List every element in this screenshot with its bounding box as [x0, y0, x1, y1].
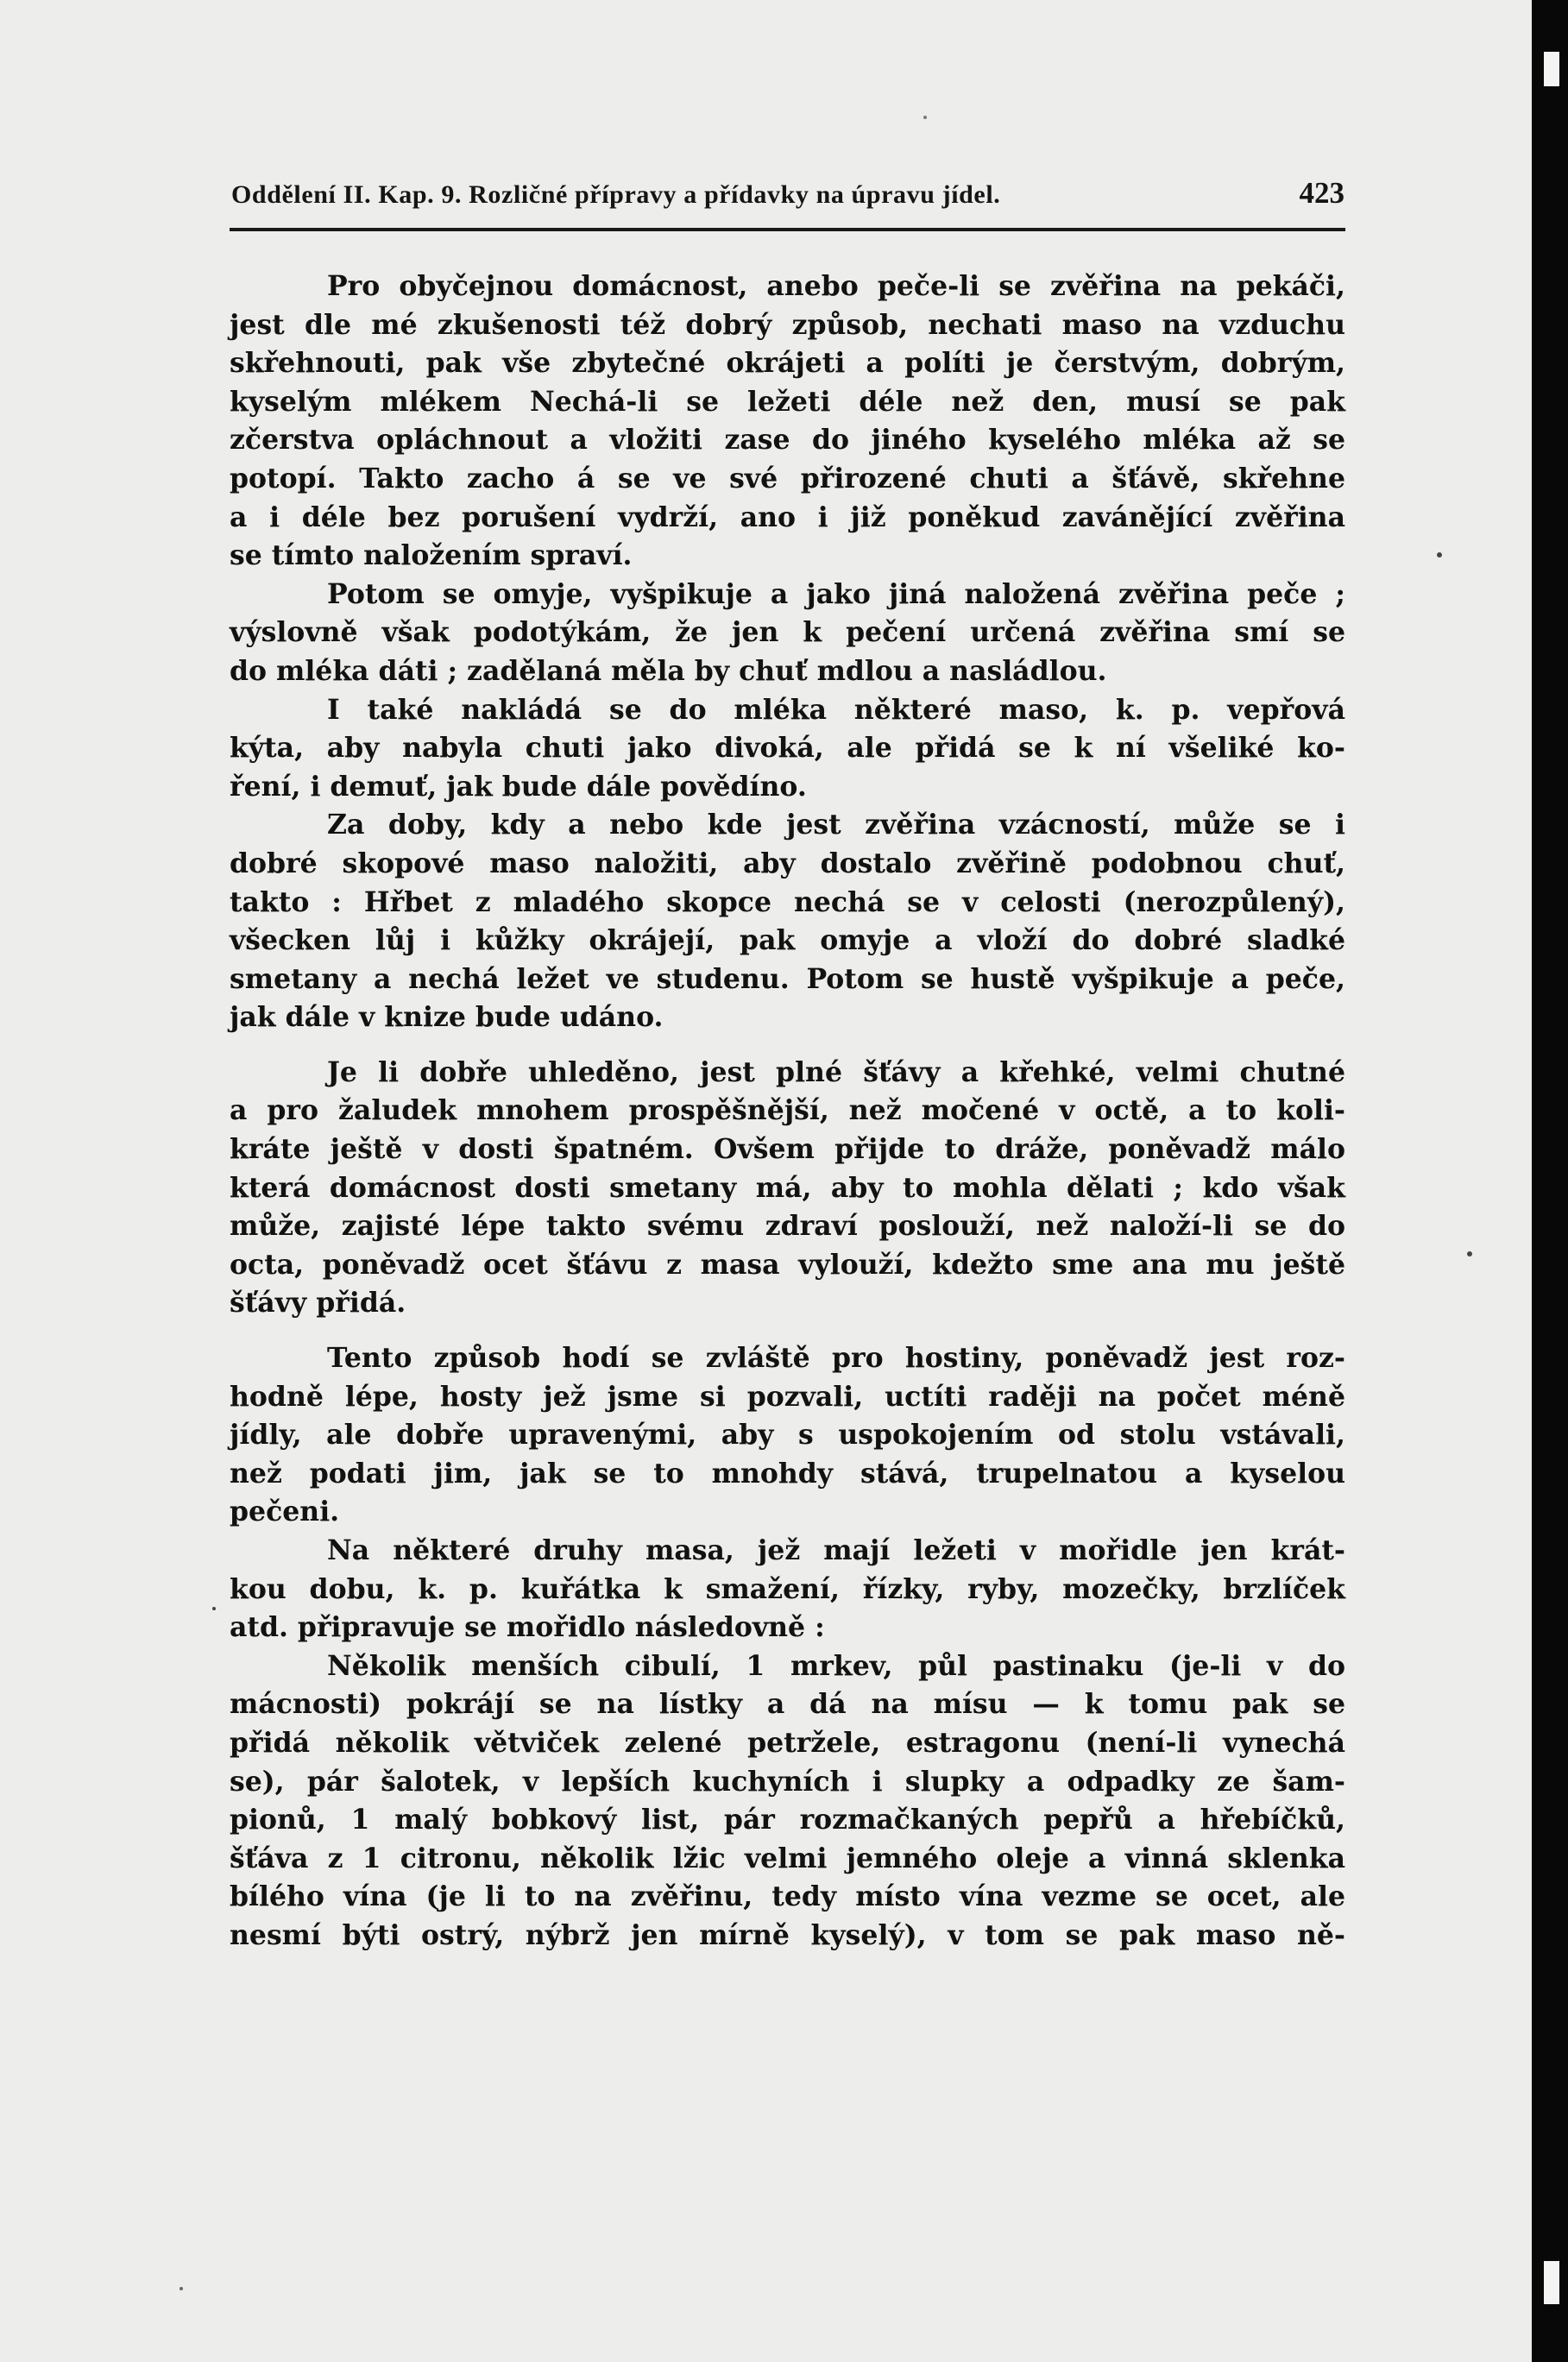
text-line: potopí. Takto zacho á se ve své přirozené chuti a šťávě, skřehne — [230, 462, 1345, 494]
paragraph — [230, 576, 1345, 691]
scan-edge — [1532, 0, 1568, 2362]
print-speck — [212, 1607, 216, 1610]
paragraph — [230, 268, 1345, 576]
print-speck — [179, 2287, 183, 2290]
text-line: a pro žaludek mnohem prospěšnější, než močené v octě, a to koli- — [230, 1094, 1345, 1127]
text-line: skřehnouti, pak vše zbytečné okrájeti a políti je čerstvým, dobrým, — [230, 347, 1345, 380]
text-line: šťávy přidá. — [230, 1287, 406, 1320]
text-line: kýta, aby nabyla chuti jako divoká, ale přidá se k ní všeliké ko- — [230, 732, 1345, 765]
text-line: bílého vína (je li to na zvěřinu, tedy místo vína vezme se ocet, ale — [230, 1880, 1345, 1913]
text-line: Na některé druhy masa, jež mají ležeti v mořidle jen krát- — [327, 1534, 1345, 1566]
running-header — [231, 176, 1344, 221]
text-line: jest dle mé zkušenosti též dobrý způsob, nechati maso na vzduchu — [230, 308, 1345, 341]
text-line: Potom se omyje, vyšpikuje a jako jiná naložená zvěřina peče ; — [327, 577, 1345, 610]
running-title: Oddělení II. Kap. 9. Rozličné přípravy a přídavky na úpravu jídel. — [231, 180, 1001, 209]
text-line: kyselým mlékem Nechá-li se ležeti déle než den, musí se pak — [230, 385, 1345, 418]
text-line: Několik menších cibulí, 1 mrkev, půl pastinaku (je-li v do — [327, 1649, 1345, 1682]
scan-edge-strip — [1544, 52, 1559, 86]
text-line: atd. připravuje se mořidlo následovně : — [230, 1611, 825, 1644]
text-line: Je li dobře uhleděno, jest plné šťávy a křehké, velmi chutné — [327, 1055, 1345, 1088]
text-line: pionů, 1 malý bobkový list, pár rozmačkaných pepřů a hřebíčků, — [230, 1804, 1345, 1836]
paragraph — [230, 1647, 1345, 1956]
text-line: která domácnost dosti smetany má, aby to mohla dělati ; kdo však — [230, 1171, 1345, 1204]
text-line: může, zajisté lépe takto svému zdraví poslouží, než naloží-li se do — [230, 1210, 1345, 1243]
text-line: ření, i demuť, jak bude dále povědíno. — [230, 770, 807, 803]
text-line: výslovně však podotýkám, že jen k pečení určená zvěřina smí se — [230, 616, 1345, 649]
page-number: 423 — [1299, 176, 1344, 210]
text-line: se tímto naložením spraví. — [230, 539, 633, 572]
text-line: smetany a nechá ležet ve studenu. Potom se hustě vyšpikuje a peče, — [230, 962, 1345, 995]
paragraph — [230, 1339, 1345, 1532]
body-text — [230, 268, 1345, 1956]
text-line: octa, poněvadž ocet šťávu z masa vylouží, kdežto sme ana mu ještě — [230, 1248, 1345, 1281]
text-line: do mléka dáti ; zadělaná měla by chuť mdlou a nasládlou. — [230, 654, 1107, 687]
text-line: mácnosti) pokrájí se na lístky a dá na mísu — k tomu pak se — [230, 1688, 1345, 1721]
print-speck — [1437, 552, 1442, 557]
paragraph — [230, 806, 1345, 1037]
text-line: než podati jim, jak se to mnohdy stává, trupelnatou a kyselou — [230, 1457, 1345, 1490]
text-line: kou dobu, k. p. kuřátka k smažení, řízky, ryby, mozečky, brzlíček — [230, 1572, 1345, 1605]
text-line: zčerstva opláchnout a vložiti zase do jiného kyselého mléka až se — [230, 424, 1345, 457]
header-rule — [230, 228, 1345, 231]
text-line: šťáva z 1 citronu, několik lžic velmi jemného oleje a vinná sklenka — [230, 1842, 1345, 1874]
text-line: takto : Hřbet z mladého skopce nechá se v celosti (nerozpůlený), — [230, 885, 1345, 918]
text-line: Za doby, kdy a nebo kde jest zvěřina vzácností, může se i — [327, 809, 1345, 841]
text-line: Pro obyčejnou domácnost, anebo peče-li se zvěřina na pekáči, — [327, 270, 1345, 302]
text-line: nesmí býti ostrý, nýbrž jen mírně kyselý), v tom se pak maso ně- — [230, 1918, 1345, 1951]
text-line: a i déle bez porušení vydrží, ano i již poněkud zavánějící zvěřina — [230, 501, 1345, 533]
text-line: I také nakládá se do mléka některé maso, k. p. vepřová — [327, 693, 1345, 726]
text-line: pečeni. — [230, 1496, 340, 1528]
scan-edge-strip — [1544, 2261, 1559, 2304]
text-line: přidá několik větviček zelené petržele, estragonu (není-li vynechá — [230, 1726, 1345, 1759]
text-line: se), pár šalotek, v lepších kuchyních i slupky a odpadky ze šam- — [230, 1765, 1345, 1798]
paragraph — [230, 1532, 1345, 1647]
print-speck — [1467, 1251, 1472, 1257]
text-line: všecken lůj i kůžky okrájejí, pak omyje a vloží do dobré sladké — [230, 924, 1345, 957]
paragraph — [230, 691, 1345, 807]
text-line: Tento způsob hodí se zvláště pro hostiny, poněvadž jest roz- — [327, 1342, 1345, 1375]
text-line: kráte ještě v dosti špatném. Ovšem přijde to dráže, poněvadž málo — [230, 1133, 1345, 1166]
paragraph — [230, 1054, 1345, 1323]
text-line: hodně lépe, hosty jež jsme si pozvali, uctíti raději na počet méně — [230, 1380, 1345, 1413]
text-line: dobré skopové maso naložiti, aby dostalo zvěřině podobnou chuť, — [230, 847, 1345, 879]
text-line: jak dále v knize bude udáno. — [230, 1001, 664, 1034]
text-line: jídly, ale dobře upravenými, aby s uspokojením od stolu vstávali, — [230, 1419, 1345, 1452]
print-speck — [923, 116, 927, 119]
